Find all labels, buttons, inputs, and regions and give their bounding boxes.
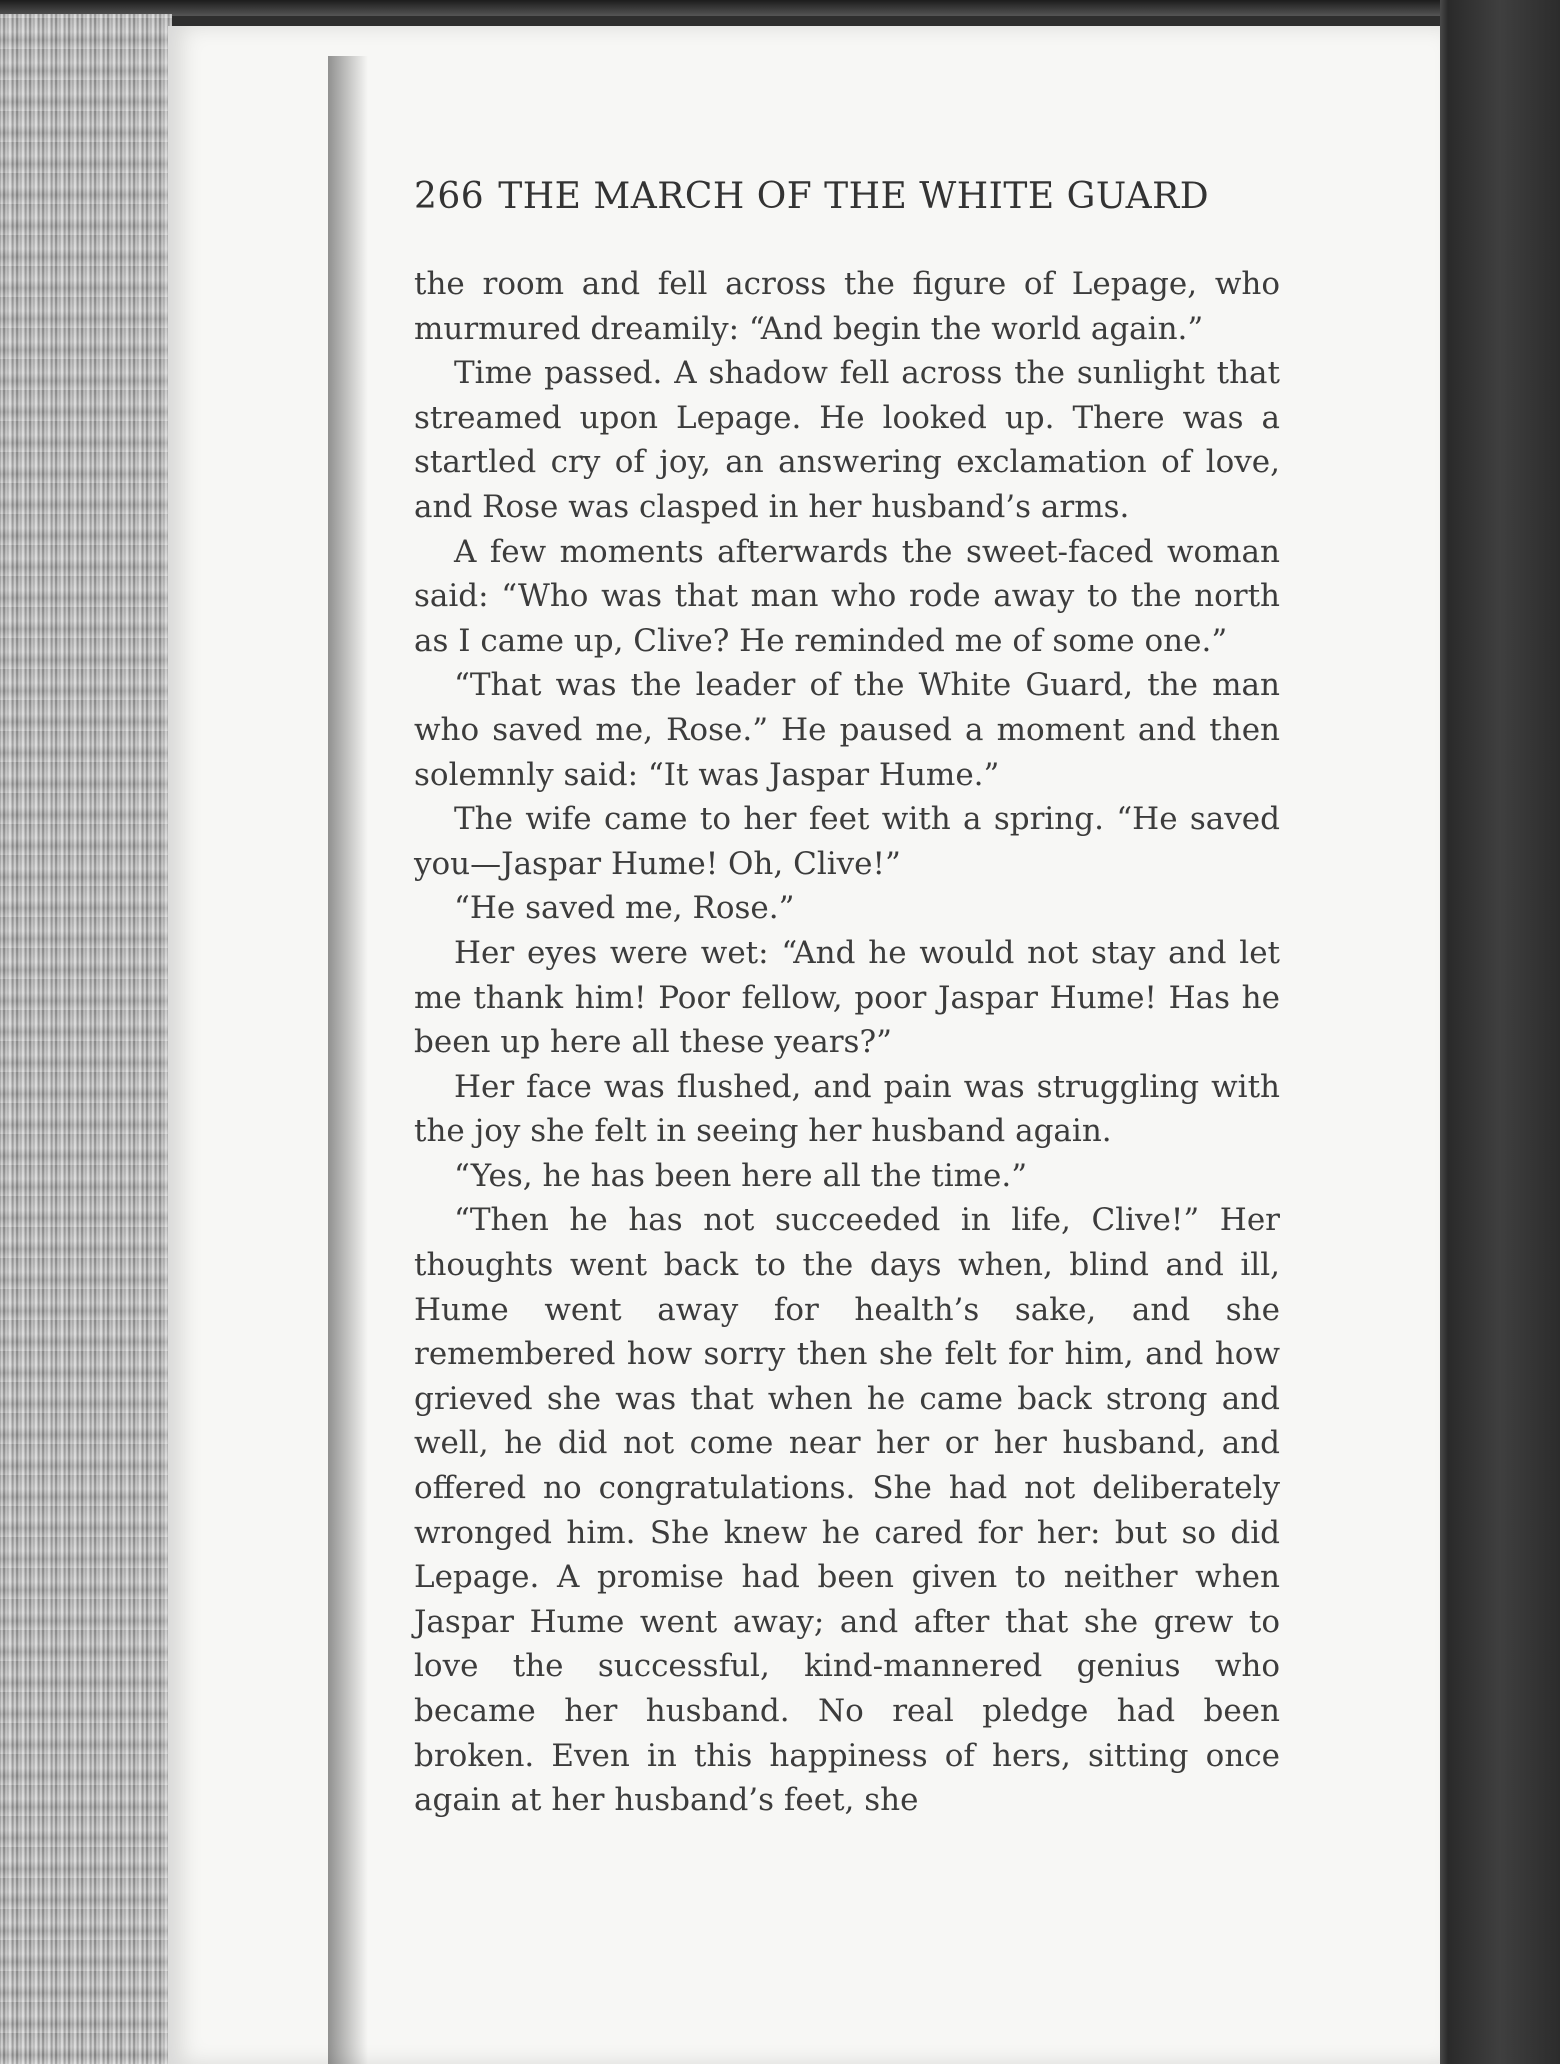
book-page-edges bbox=[0, 14, 172, 2064]
paragraph: “That was the leader of the White Guard, the man who saved me, Rose.” He paused a moment and then solemnly said: “It was Jaspar Hume.” bbox=[414, 667, 1280, 793]
running-head bbox=[414, 176, 1280, 217]
body-text bbox=[414, 262, 1280, 1823]
page-number: 266 bbox=[414, 176, 485, 217]
top-shadow-band bbox=[0, 0, 1560, 16]
right-background-edge bbox=[1440, 0, 1560, 2064]
book-page bbox=[168, 26, 1440, 2064]
paragraph: A few moments afterwards the sweet-faced woman said: “Who was that man who rode away to the north as I came up, Clive? He reminded me of some one.” bbox=[414, 533, 1280, 659]
gutter-shadow bbox=[328, 56, 368, 2064]
paragraph: Time passed. A shadow fell across the sunlight that streamed upon Lepage. He looked up. There was a startled cry of joy, an answering exclamation of love, and Rose was clasped in her husband’s arms. bbox=[414, 355, 1280, 525]
paragraph: Her eyes were wet: “And he would not stay and let me thank him! Poor fellow, poor Jaspar Hume! Has he been up here all these years?” bbox=[414, 934, 1280, 1061]
paragraph: “Yes, he has been here all the time.” bbox=[454, 1157, 1028, 1194]
paragraph: The wife came to her feet with a spring. “He saved you—Jaspar Hume! Oh, Clive!” bbox=[414, 801, 1280, 882]
paragraph: Her face was flushed, and pain was struggling with the joy she felt in seeing her husband again. bbox=[414, 1068, 1280, 1150]
paragraph: “Then he has not succeeded in life, Clive!” Her thoughts went back to the days when, blind and ill, Hume went away for health’s sake, and she remembered how sorry then she felt for him, and how grieved she was that when he came back strong and well, he did not come near her or her husband, and offered no congratulations. She had not deliberately wronged him. She knew he cared for her: but so did Lepage. A promise had been given to neither when Jaspar Hume went away; and after that she grew to love the successful, kind-mannered genius who became her husband. No real pledge had been broken. Even in this happiness of hers, sitting once again at her husband’s feet, she bbox=[414, 1202, 1280, 1819]
paragraph: the room and fell across the figure of Lepage, who murmured dreamily: “And begin the world again.” bbox=[414, 266, 1280, 347]
running-title: THE MARCH OF THE WHITE GUARD bbox=[498, 176, 1210, 217]
paragraph: “He saved me, Rose.” bbox=[454, 890, 795, 927]
